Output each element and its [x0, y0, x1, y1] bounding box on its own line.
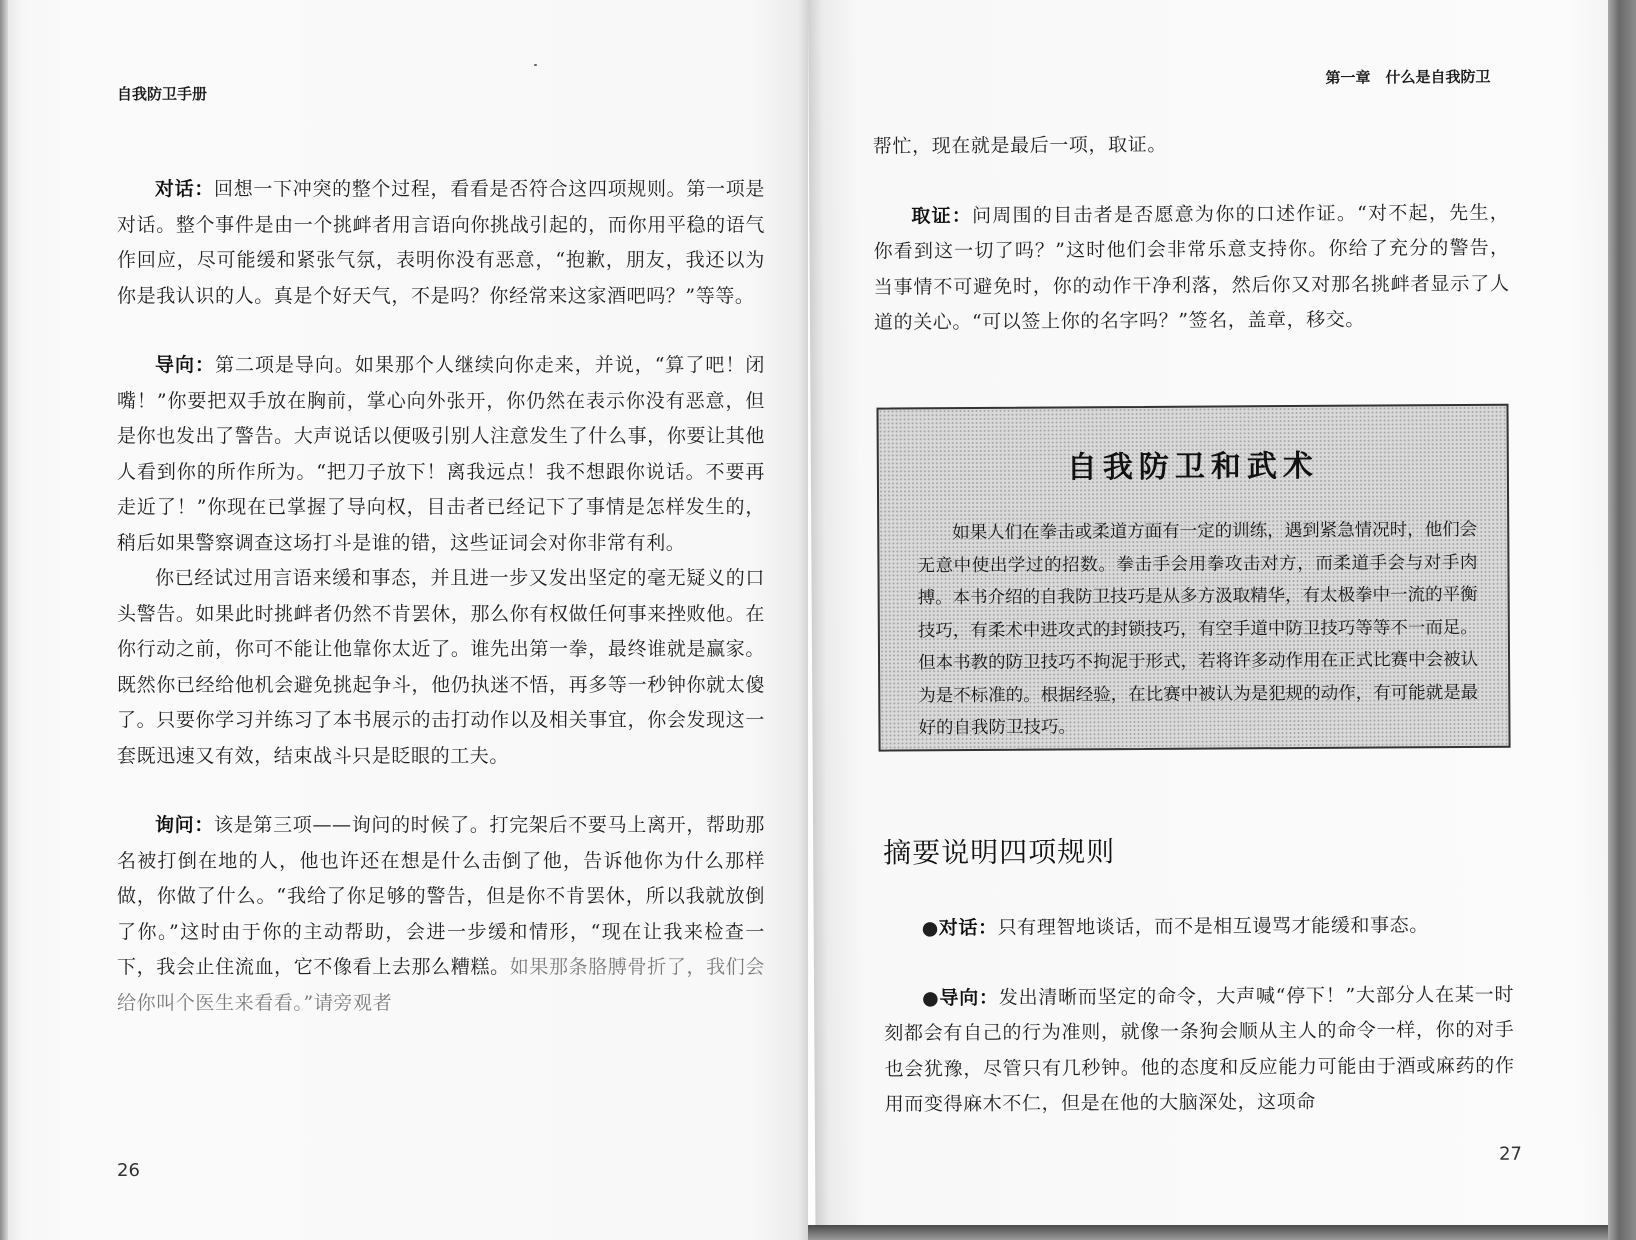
bullet-list [884, 908, 1515, 1123]
lead-dialogue: 对话： [155, 178, 215, 200]
left-page [8, 0, 808, 1240]
bullet-item-dialogue [884, 908, 1514, 947]
bullet-lead-orientation: 导向： [939, 986, 999, 1009]
bullet-text-dialogue: 只有理智地谈话，而不是相互谩骂才能缓和事态。 [997, 914, 1429, 939]
text-warning: 你已经试过用言语来缓和事态，并且进一步又发出坚定的毫无疑义的口头警告。如果此时挑衅者仍然不肯罢休，那么你有权做任何事来挫败他。在你行动之前，你可不能让他靠你太近了。谁先出第一拳，最终谁就是赢家。既然你已经给他机会避免挑起争斗，他仍执迷不悟，再多等一秒钟你就太傻了。只要你学习并练习了本书展示的击打动作以及相关事宜，你会发现这一套既迅速又有效，结束战斗只是眨眼的工夫。 [117, 567, 765, 767]
bullet-item-orientation [884, 977, 1515, 1123]
text-dialogue: 回想一下冲突的整个过程，看看是否符合这四项规则。第一项是对话。整个事件是由一个挑衅者用言语向你挑战引起的，而你用平稳的语气作回应，尽可能缓和紧张气氛，表明你没有恶意，“抱歉，朋友，我还以为你是我认识的人。真是个好天气，不是吗？你经常来这家酒吧吗？”等等。 [117, 178, 765, 307]
section-heading: 摘要说明四项规则 [883, 835, 1116, 870]
text-orientation: 第二项是导向。如果那个人继续向你走来，并说，“算了吧！闭嘴！”你要把双手放在胸前，掌心向外张开，你仍然在表示你没有恶意，但是你也发出了警告。大声说话以便吸引别人注意发生了什么事，你要让其他人看到你的所作所为。“把刀子放下！离我远点！我不想跟你说话。不要再走近了！”你现在已掌握了导向权，目击者已经记下了事情是怎样发生的，稍后如果警察调查这场打斗是谁的错，这些证词会对你非常有利。 [117, 354, 765, 554]
left-text-block [117, 172, 765, 1021]
sidebar-title: 自我防卫和武术 [1066, 448, 1319, 486]
right-page [808, 0, 1615, 1230]
paragraph-evidence [873, 195, 1510, 341]
bullet-text-orientation: 发出清晰而坚定的命令，大声喊“停下！”大部分人在某一时刻都会有自己的行为准则，就像一条狗会顺从主人的命令一样，你的对手也会犹豫，尽管只有几秒钟。他的态度和反应能力可能由于酒或麻药的作用而变得麻木不仁，但是在他的大脑深处，这项命 [884, 983, 1515, 1116]
bottom-book-edge [808, 1225, 1608, 1240]
lead-inquiry: 询问： [155, 814, 215, 836]
left-running-head: 自我防卫手册 [117, 85, 208, 103]
lead-orientation: 导向： [155, 354, 215, 376]
left-book-edge [0, 0, 8, 1240]
text-evidence: 问周围的目击者是否愿意为你的口述作证。“对不起，先生，你看到这一切了吗？”这时他们会非常乐意支持你。你给了充分的警告，当事情不可避免时，你的动作干净利落，然后你又对那名挑衅者显示了人道的关心。“可以签上你的名字吗？”签名，盖章，移交。 [873, 201, 1510, 334]
right-top-text-block [873, 126, 1510, 341]
text-inquiry: 该是第三项——询问的时候了。打完架后不要马上离开，帮助那名被打倒在地的人，他也许还在想是什么击倒了他，告诉他你为什么那样做，你做了什么。“我给了你足够的警告，但是你不肯罢休，所以我就放倒了你。”这时由于你的主动帮助，会进一步缓和情形，“现在让我来检查一下，我会止住流血，它不像看上去那么糟糕。 [117, 814, 765, 978]
paragraph-orientation [117, 348, 765, 561]
bullet-lead-dialogue: 对话： [938, 916, 998, 940]
scan-speck [534, 64, 537, 66]
continuation-paragraph: 帮忙，现在就是最后一项，取证。 [872, 133, 1167, 158]
right-running-head: 第一章 什么是自我防卫 [1325, 67, 1491, 87]
text-inquiry-faded: 如果那条胳膊骨折了，我们会给你叫个医生来看看。”请旁观者 [117, 956, 765, 1014]
sidebar-body: 如果人们在拳击或柔道方面有一定的训练，遇到紧急情况时，他们会无意中使出学过的招数。拳击手会用拳攻击对方，而柔道手会与对手肉搏。本书介绍的自我防卫技巧是从多方汲取精华，有太极拳中一流的平衡技巧，有柔术中进攻式的封锁技巧，有空手道中防卫技巧等等不一而足。但本书教的防卫技巧不拘泥于形式，若将许多动作用在正式比赛中会被认为是不标准的。根据经验，在比赛中被认为是犯规的动作，有可能就是最好的自我防卫技巧。 [917, 519, 1479, 739]
right-book-edge [1608, 0, 1636, 1240]
paragraph-inquiry [117, 808, 765, 1021]
left-page-number: 26 [117, 1160, 140, 1181]
right-page-number: 27 [1498, 1143, 1523, 1165]
sidebar-box [876, 404, 1510, 752]
paragraph-warning [117, 561, 765, 774]
paragraph-dialogue [117, 172, 765, 314]
bullet-icon: ● [921, 917, 939, 940]
lead-evidence: 取证： [911, 204, 973, 227]
bullet-icon: ● [922, 986, 940, 1009]
